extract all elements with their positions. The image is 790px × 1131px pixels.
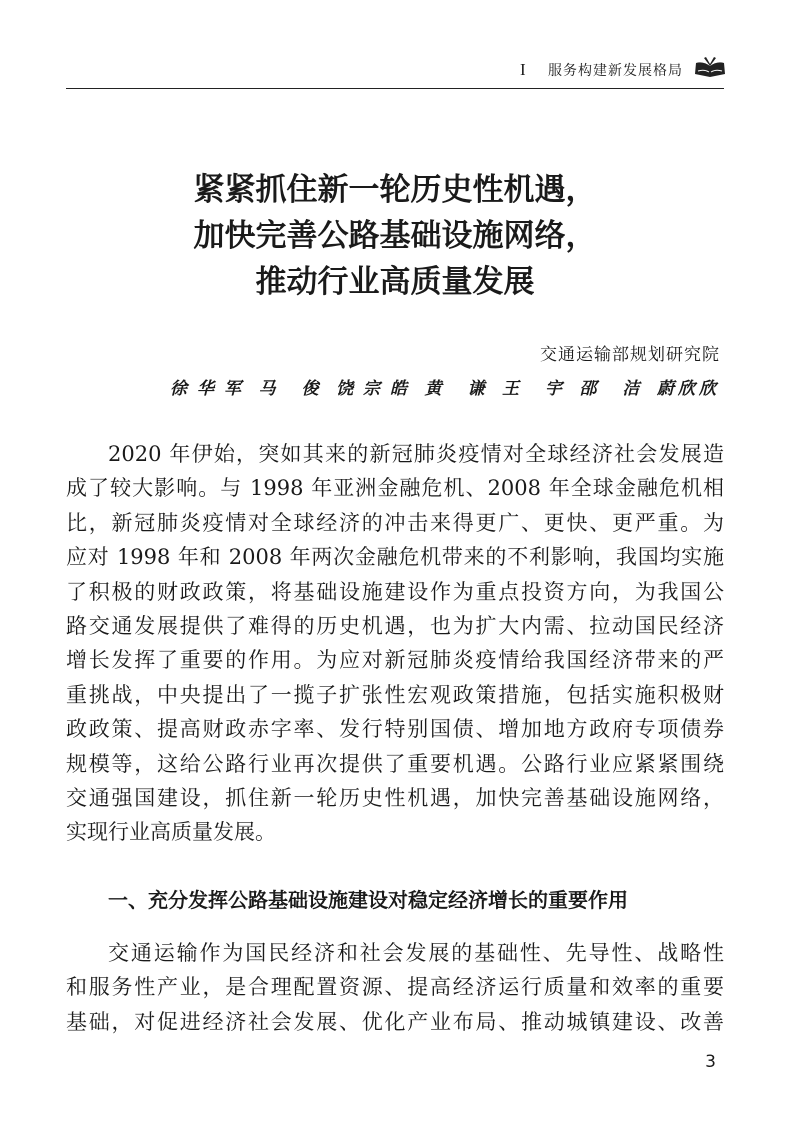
text-line: 路交通发展提供了难得的历史机遇，也为扩大内需、拉动国民经济 (66, 613, 724, 638)
text-line: 实现行业高质量发展。 (66, 820, 276, 845)
author-name: 徐华军 (170, 379, 251, 399)
author-name: 蔚欣欣 (656, 379, 720, 399)
part-roman-numeral: I (520, 60, 526, 79)
author-affiliation: 交通运输部规划研究院 (540, 345, 720, 365)
author-name: 黄 谦 (424, 379, 495, 399)
title-line: 紧紧抓住新一轮历史性机遇， (193, 172, 597, 208)
author-name: 邵 洁 (579, 379, 650, 399)
page-number: 3 (705, 1052, 716, 1072)
text-line: 应对 1998 年和 2008 年两次金融危机带来的不利影响，我国均实施 (66, 545, 724, 570)
paragraph-intro (66, 437, 724, 850)
author-name: 饶宗皓 (336, 379, 418, 399)
text-line: 和服务性产业，是合理配置资源、提高经济运行质量和效率的重要 (66, 975, 724, 1000)
paragraph-section-one (66, 936, 724, 1039)
text-line: 政政策、提高财政赤字率、发行特别国债、增加地方政府专项债券 (66, 717, 724, 742)
text-line: 了积极的财政政策，将基础设施建设作为重点投资方向，为我国公 (66, 579, 724, 604)
text-line: 比，新冠肺炎疫情对全球经济的冲击来得更广、更快、更严重。为 (66, 510, 724, 535)
title-line: 推动行业高质量发展 (255, 264, 535, 300)
text-line: 交通运输作为国民经济和社会发展的基础性、先导性、战略性 (108, 941, 724, 965)
text-line: 重挑战，中央提出了一揽子扩张性宏观政策措施，包括实施积极财 (66, 682, 724, 707)
title-line: 加快完善公路基础设施网络， (193, 218, 597, 254)
header-rule (66, 88, 724, 89)
text-line: 规模等，这给公路行业再次提供了重要机遇。公路行业应紧紧围绕 (66, 751, 724, 776)
author-list (170, 374, 720, 399)
text-line: 基础，对促进经济社会发展、优化产业布局、推动城镇建设、改善 (66, 1009, 724, 1034)
text-line: 成了较大影响。与 1998 年亚洲金融危机、2008 年全球金融危机相 (66, 476, 724, 501)
text-line: 交通强国建设，抓住新一轮历史性机遇，加快完善基础设施网络， (66, 785, 724, 810)
article-title (60, 167, 730, 305)
section-heading: 一、充分发挥公路基础设施建设对稳定经济增长的重要作用 (108, 888, 628, 912)
text-line: 2020 年伊始，突如其来的新冠肺炎疫情对全球经济社会发展造 (108, 442, 724, 466)
running-head (520, 52, 730, 88)
text-line: 增长发挥了重要的作用。为应对新冠肺炎疫情给我国经济带来的严 (66, 648, 724, 673)
open-book-icon (693, 57, 727, 83)
author-name: 王 宇 (502, 379, 572, 399)
author-name: 马 俊 (258, 379, 329, 399)
running-head-title: 服务构建新发展格局 (548, 63, 683, 79)
